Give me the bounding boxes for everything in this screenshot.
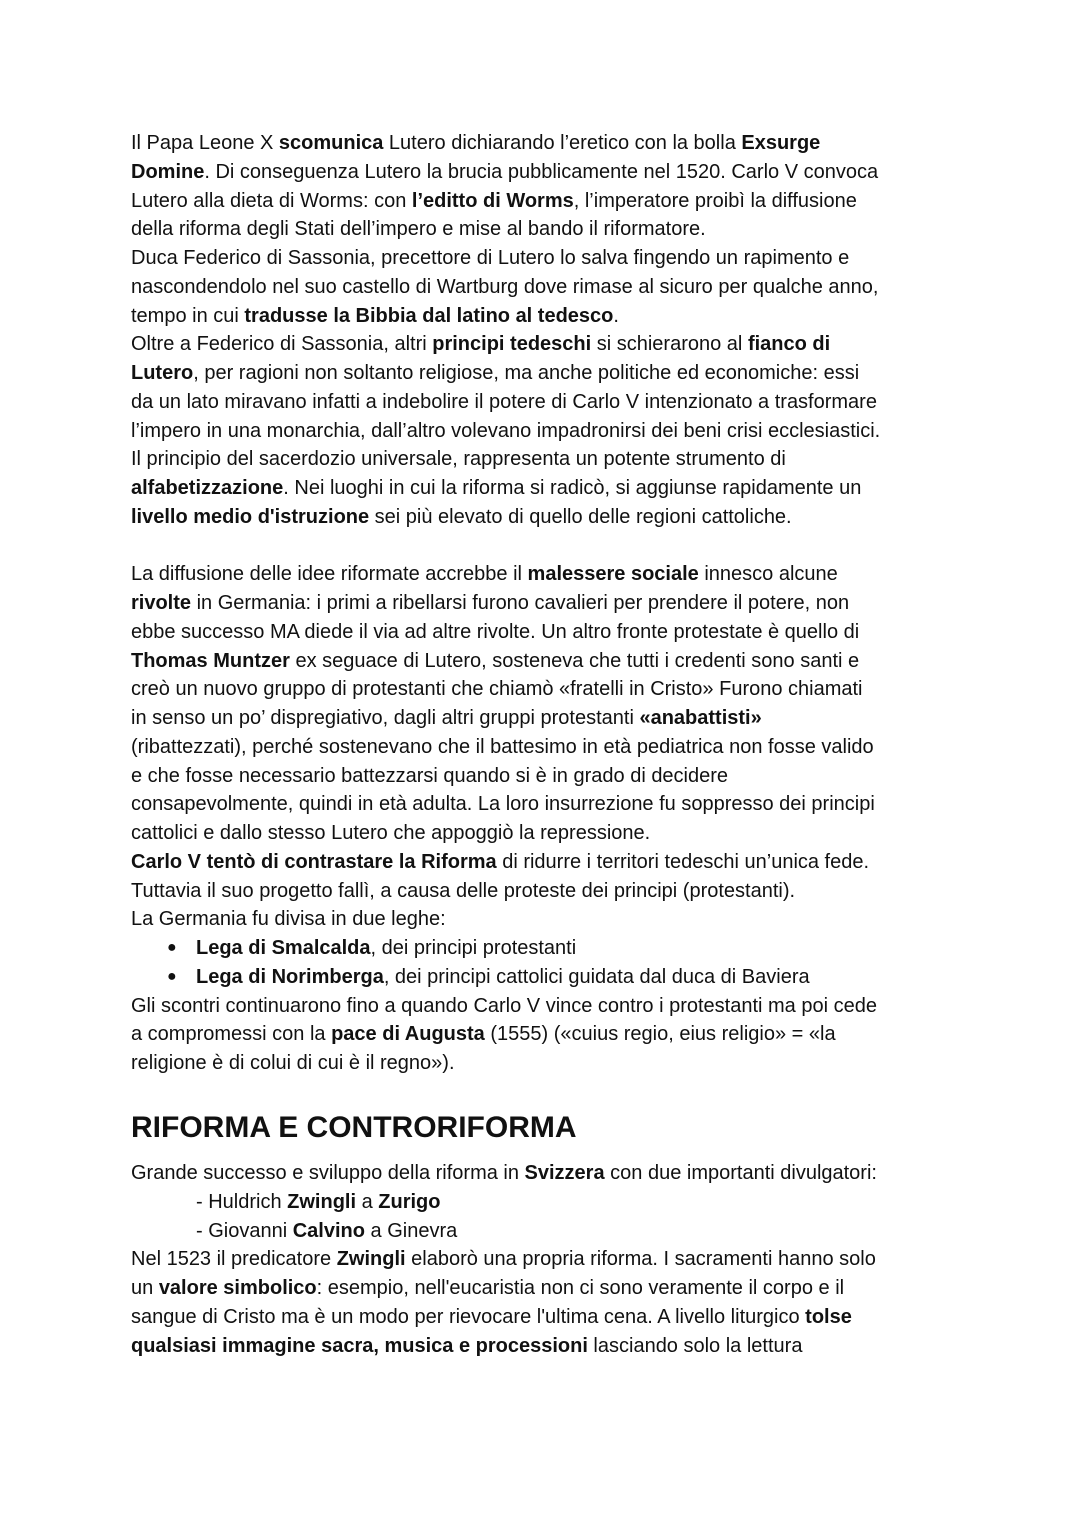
bold-text: «anabattisti»	[639, 707, 762, 729]
body-text-section-2	[131, 1159, 961, 1360]
text: della riforma degli Stati dell’impero e mise al bando il riformatore.	[131, 218, 706, 241]
text: Duca Federico di Sassonia, precettore di Lutero lo salva fingendo un rapimento e	[131, 247, 850, 269]
text: a	[356, 1190, 379, 1213]
bold-text: scomunica	[278, 132, 384, 154]
text: Grande successo e sviluppo della riforma in	[131, 1162, 525, 1184]
bold-text: Lega di Smalcalda	[196, 937, 371, 959]
text-line	[131, 503, 961, 532]
text-line	[131, 905, 961, 934]
text: cattolici e dallo stesso Lutero che appoggiò la repressione.	[131, 822, 651, 844]
bold-text: tradusse la Bibbia dal latino al tedesco	[244, 304, 614, 327]
text-line	[131, 244, 961, 273]
text-line	[131, 560, 961, 589]
text-line	[131, 675, 961, 704]
text-line	[131, 647, 961, 676]
text-line	[131, 474, 961, 503]
text: : esempio, nell'eucaristia non ci sono veramente il corpo e il	[316, 1277, 845, 1299]
text: a compromessi con la	[131, 1023, 332, 1046]
text-line	[131, 302, 961, 331]
text-line	[131, 1049, 961, 1078]
text: Il Papa Leone X	[131, 132, 279, 154]
text-line	[131, 1274, 961, 1303]
bold-text: Lega di Norimberga	[196, 965, 384, 988]
text-line	[131, 1188, 961, 1217]
text-line	[131, 330, 961, 359]
text: La Germania fu divisa in due leghe:	[131, 908, 446, 931]
text-line	[131, 704, 961, 733]
text: innesco alcune	[698, 563, 838, 586]
bold-text: malessere sociale	[527, 563, 699, 586]
text-line	[131, 1020, 961, 1049]
text: La diffusione delle idee riformate accrebbe il	[131, 563, 528, 586]
bold-text: l’editto di Worms	[411, 189, 574, 212]
text-line	[131, 762, 961, 791]
text: lasciando solo la lettura	[587, 1334, 803, 1357]
text: da un lato miravano infatti a indebolire il potere di Carlo V intenzionato a trasformare	[131, 390, 877, 413]
text-line	[131, 819, 961, 848]
text-line	[131, 445, 961, 474]
text-line	[131, 1217, 961, 1246]
text-line	[131, 877, 961, 906]
bold-text: rivolte	[131, 592, 192, 614]
bullet-icon: ●	[167, 967, 177, 985]
bold-text: valore simbolico	[158, 1277, 317, 1299]
text: ebbe successo MA diede il via ad altre rivolte. Un altro fronte protestate è quello di	[131, 620, 860, 643]
text: Gli scontri continuarono fino a quando Carlo V vince contro i protestanti ma poi cede	[131, 994, 877, 1017]
bullet-list-item	[131, 963, 961, 992]
text-line	[131, 417, 961, 446]
text: - Giovanni	[196, 1219, 293, 1242]
bold-text: Thomas Muntzer	[131, 649, 290, 672]
bold-text: principi tedeschi	[432, 333, 592, 356]
text: . Nei luoghi in cui la riforma si radicò, si aggiunse rapidamente un	[283, 477, 862, 499]
bullet-list-item	[131, 934, 961, 963]
bold-text: fianco di	[747, 333, 831, 356]
text: . Di conseguenza Lutero la brucia pubblicamente nel 1520. Carlo V convoca	[204, 160, 879, 183]
text: elaborò una propria riforma. I sacramenti hanno solo	[405, 1248, 876, 1271]
bullet-icon: ●	[167, 939, 177, 956]
text-line	[131, 158, 961, 187]
text: Tuttavia il suo progetto fallì, a causa delle proteste dei principi (protestanti).	[131, 879, 796, 902]
text: sangue di Cristo ma è un modo per rievocare l'ultima cena. A livello liturgico	[131, 1305, 806, 1328]
text-line	[131, 618, 961, 647]
text: e che fosse necessario battezzarsi quando si è in grado di decidere	[131, 764, 729, 787]
text: tempo in cui	[131, 304, 245, 327]
text: - Huldrich	[196, 1190, 288, 1213]
text: consapevolmente, quindi in età adulta. La loro insurrezione fu soppresso dei principi	[131, 793, 875, 816]
text: Oltre a Federico di Sassonia, altri	[131, 333, 433, 356]
text: religione è di colui di cui è il regno»).	[131, 1052, 455, 1074]
text: (ribattezzati), perché sostenevano che il battesimo in età pediatrica non fosse valido	[131, 735, 874, 758]
text-line	[131, 848, 961, 877]
bold-text: qualsiasi immagine sacra, musica e processioni	[131, 1334, 588, 1357]
text-line	[131, 273, 961, 302]
text: Lutero alla dieta di Worms: con	[131, 189, 412, 212]
bold-text: Zurigo	[378, 1190, 441, 1213]
text: , dei principi protestanti	[370, 937, 577, 959]
text: in Germania: i primi a ribellarsi furono cavalieri per prendere il potere, non	[191, 592, 850, 614]
text: sei più elevato di quello delle regioni cattoliche.	[369, 505, 792, 528]
text-line	[131, 359, 961, 388]
text: , per ragioni non soltanto religiose, ma anche politiche ed economiche: essi	[193, 362, 860, 384]
text-line	[131, 1303, 961, 1332]
text: Nel 1523 il predicatore	[131, 1248, 337, 1271]
bold-text: Zwingli	[336, 1248, 406, 1271]
text: nascondendolo nel suo castello di Wartburg dove rimase al sicuro per qualche anno,	[131, 275, 879, 298]
text-line	[131, 187, 961, 216]
text: in senso un po’ dispregiativo, dagli altri gruppi protestanti	[131, 707, 640, 729]
text: creò un nuovo gruppo di protestanti che chiamò «fratelli in Cristo» Furono chiamati	[131, 678, 863, 701]
text-line	[131, 388, 961, 417]
text-line	[131, 1245, 961, 1274]
bold-text: livello medio d'istruzione	[131, 505, 370, 528]
bold-text: alfabetizzazione	[131, 477, 284, 499]
bold-text: Calvino	[292, 1219, 365, 1242]
text: , dei principi cattolici guidata dal duca di Baviera	[383, 965, 810, 988]
text: (1555) («cuius regio, eius religio» = «la	[484, 1023, 836, 1046]
bold-text: Exsurge	[741, 132, 821, 154]
text: , l’imperatore proibì la diffusione	[573, 189, 857, 212]
bold-text: Carlo V tentò di contrastare la Riforma	[131, 850, 497, 873]
bold-text: Domine	[131, 160, 205, 183]
text-line	[131, 790, 961, 819]
bold-text: Zwingli	[287, 1190, 357, 1213]
text: Lutero dichiarando l’eretico con la bolla	[383, 132, 742, 154]
text-line	[131, 215, 961, 244]
text: ex seguace di Lutero, sosteneva che tutti i credenti sono santi e	[289, 649, 860, 672]
text: a Ginevra	[364, 1219, 458, 1242]
text-line	[131, 129, 961, 158]
text-line	[131, 1159, 961, 1188]
text: si schierarono al	[591, 333, 748, 356]
text-line	[131, 1332, 961, 1361]
text-line	[131, 992, 961, 1021]
text: l’impero in una monarchia, dall’altro volevano impadronirsi dei beni crisi ecclesiastici.	[131, 419, 881, 442]
section-heading: RIFORMA E CONTRORIFORMA	[131, 1111, 577, 1144]
text: di ridurre i territori tedeschi un’unica fede.	[496, 850, 870, 873]
bold-text: Svizzera	[524, 1162, 605, 1184]
body-text-section-1	[131, 129, 961, 1078]
bold-text: tolse	[805, 1305, 852, 1328]
text: Il principio del sacerdozio universale, rappresenta un potente strumento di	[131, 448, 786, 471]
text: con due importanti divulgatori:	[604, 1162, 877, 1184]
text-line	[131, 532, 961, 561]
text-line	[131, 733, 961, 762]
text: un	[131, 1277, 159, 1299]
bold-text: Lutero	[131, 362, 194, 384]
text-line	[131, 589, 961, 618]
text: .	[613, 304, 619, 327]
bold-text: pace di Augusta	[331, 1023, 485, 1046]
